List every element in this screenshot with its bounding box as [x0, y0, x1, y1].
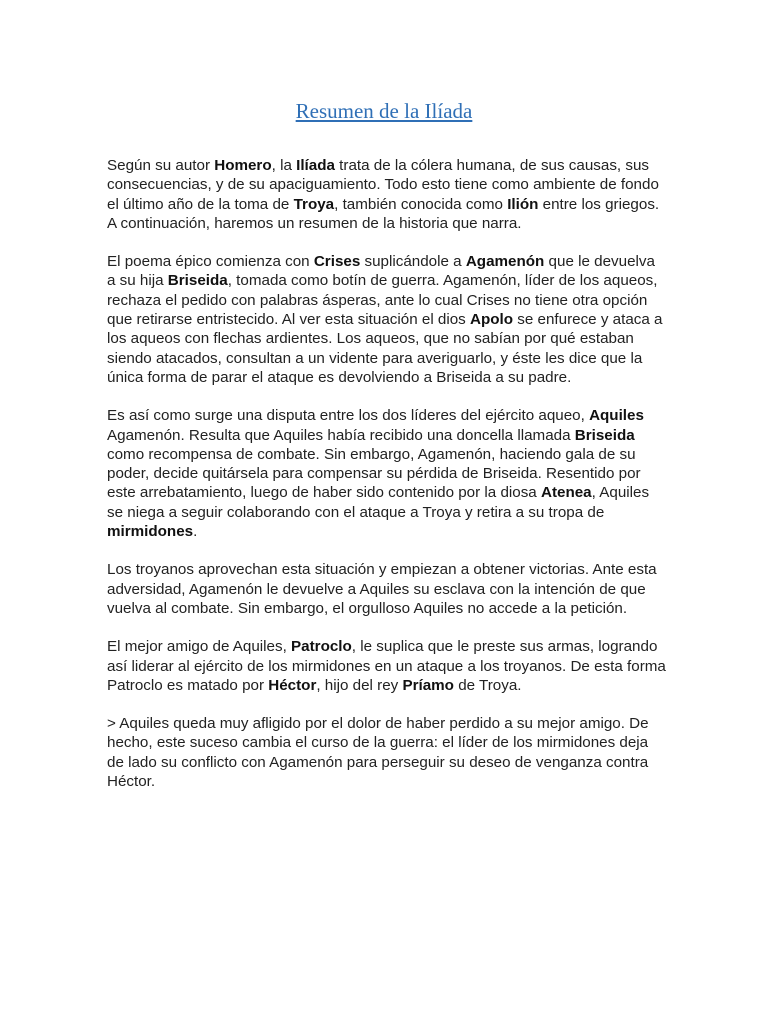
bold-term: Homero: [214, 157, 272, 174]
text-run: suplicándole a: [360, 253, 466, 271]
document-body: [107, 156, 667, 810]
bold-term: Crises: [313, 253, 361, 271]
bold-term: Patroclo: [291, 638, 352, 656]
bold-term: Héctor: [268, 676, 317, 694]
text-run: trata de la cólera humana, de sus causas, sus consecuencias, y de su apaciguamiento. Todo esto tiene como ambiente de fondo el último año de la toma de: [107, 157, 659, 213]
text-run: Según su autor: [107, 157, 215, 174]
text-run: , también conocida como: [334, 195, 508, 213]
document-title: Resumen de la Ilíada: [295, 99, 473, 123]
paragraph: [107, 714, 667, 791]
text-run: El mejor amigo de Aquiles,: [107, 638, 292, 656]
text-run: , la: [271, 157, 297, 174]
bold-term: Ilíada: [296, 157, 335, 174]
paragraph: [107, 156, 667, 233]
bold-term: Troya: [293, 195, 335, 213]
bold-term: Ilión: [507, 195, 539, 213]
bold-term: Briseida: [574, 426, 635, 444]
text-run: , Aquiles se niega a seguir colaborando con el ataque a Troya y retira a su tropa de: [107, 484, 650, 521]
text-run: entre los griegos. A continuación, haremos un resumen de la historia que narra.: [107, 195, 660, 232]
paragraph: [107, 560, 667, 618]
bold-term: Príamo: [402, 676, 454, 694]
text-run: Agamenón. Resulta que Aquiles había recibido una doncella llamada: [107, 426, 575, 444]
bold-term: mirmidones: [107, 523, 194, 541]
bold-term: Atenea: [540, 484, 592, 502]
text-run: como recompensa de combate. Sin embargo, Agamenón, haciendo gala de su poder, decide quitársela para compensar su pérdida de Briseida. Resentido por este arrebatamiento, luego de haber sido contenido por la diosa: [107, 445, 641, 502]
bold-term: Apolo: [470, 311, 514, 329]
paragraph: [107, 252, 667, 387]
bold-term: Aquiles: [589, 407, 644, 425]
bold-term: Agamenón: [465, 253, 545, 271]
text-run: , hijo del rey: [316, 676, 403, 694]
text-run: .: [193, 523, 198, 541]
text-run: que le devuelva a su hija: [107, 253, 655, 290]
text-run: , le suplica que le preste sus armas, logrando así liderar al ejército de los mirmidones en un ataque a los troyanos. De esta forma Patroclo es matado por: [107, 638, 666, 694]
text-run: Los troyanos aprovechan esta situación y empiezan a obtener victorias. Ante esta adversidad, Agamenón le devuelve a Aquiles su esclava con la intención de que vuelva al combate. Sin embargo, el orgulloso Aquiles no accede a la petición.: [107, 561, 657, 617]
paragraph: [107, 406, 667, 541]
paragraph: [107, 637, 667, 695]
text-run: > Aquiles queda muy afligido por el dolor de haber perdido a su mejor amigo. De hecho, este suceso cambia el curso de la guerra: el líder de los mirmidones deja de lado su conflicto con Agamenón para perseguir su deseo de venganza contra Héctor.: [107, 715, 649, 791]
text-run: se enfurece y ataca a los aqueos con flechas ardientes. Los aqueos, que no sabían por qué estaban siendo atacados, consultan a un vidente para averiguarlo, y éste les dice que la única forma de parar el ataque es devolviendo a Briseida a su padre.: [107, 311, 663, 386]
text-run: El poema épico comienza con: [107, 253, 314, 271]
bold-term: Briseida: [167, 272, 228, 290]
text-run: , tomada como botín de guerra. Agamenón, líder de los aqueos, rechaza el pedido con palabras ásperas, ante lo cual Crises no tiene otra opción que retirarse entristecido. Al ver esta situación el dios: [107, 272, 658, 329]
text-run: Es así como surge una disputa entre los dos líderes del ejército aqueo,: [107, 407, 590, 425]
text-run: de Troya.: [453, 676, 522, 694]
